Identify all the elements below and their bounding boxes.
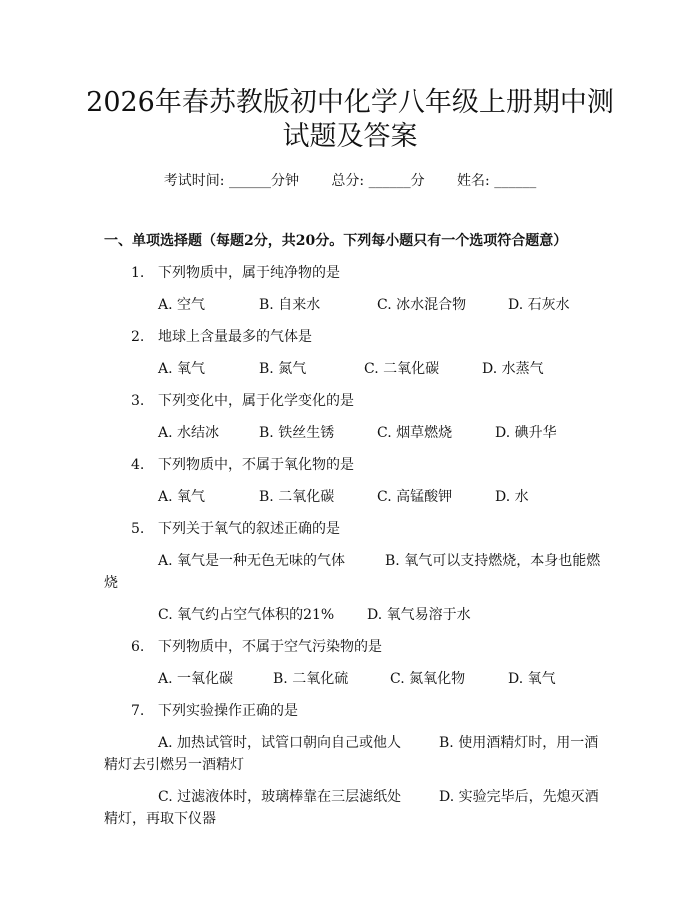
question-stem: 下列物质中，不属于空气污染物的是 bbox=[158, 639, 382, 655]
option: A. 空气 bbox=[158, 297, 206, 313]
question-3 bbox=[131, 390, 354, 410]
option: B. 氮气 bbox=[259, 361, 307, 377]
section-heading: 一、单项选择题（每题2分，共20分。下列每小题只有一个选项符合题意） bbox=[104, 233, 568, 249]
question-number: 3. bbox=[131, 393, 145, 409]
exam-info bbox=[0, 170, 700, 190]
option: B. 使用酒精灯时，用一酒 bbox=[439, 735, 599, 751]
option: B. 铁丝生锈 bbox=[259, 425, 335, 441]
exam-time: 考试时间: ______分钟 bbox=[163, 173, 299, 189]
title-line-1: 2026年春苏教版初中化学八年级上册期中测 bbox=[86, 87, 614, 118]
option-continuation: 精灯，再取下仪器 bbox=[104, 811, 216, 827]
option: B. 自来水 bbox=[259, 297, 321, 313]
option: C. 氮氧化物 bbox=[390, 671, 466, 687]
option: C. 过滤液体时，玻璃棒靠在三层滤纸处 bbox=[158, 789, 402, 805]
question-number: 5. bbox=[131, 521, 145, 537]
option: D. 碘升华 bbox=[495, 425, 557, 441]
question-number: 2. bbox=[131, 329, 145, 345]
option: A. 氧气 bbox=[158, 489, 206, 505]
option: D. 石灰水 bbox=[508, 297, 570, 313]
question-stem: 下列实验操作正确的是 bbox=[158, 703, 298, 719]
question-stem: 下列关于氧气的叙述正确的是 bbox=[158, 521, 340, 537]
total-score: 总分: ______分 bbox=[331, 173, 425, 189]
question-number: 4. bbox=[131, 457, 145, 473]
question-number: 1. bbox=[131, 265, 145, 281]
option: D. 氧气 bbox=[508, 671, 556, 687]
option-continuation: 烧 bbox=[104, 575, 118, 591]
option: D. 水蒸气 bbox=[482, 361, 544, 377]
option-continuation: 精灯去引燃另一酒精灯 bbox=[104, 757, 244, 773]
option: C. 烟草燃烧 bbox=[377, 425, 453, 441]
question-1 bbox=[131, 262, 340, 282]
question-7 bbox=[131, 700, 298, 720]
option: A. 水结冰 bbox=[158, 425, 220, 441]
option: D. 氧气易溶于水 bbox=[367, 607, 471, 623]
option: C. 二氧化碳 bbox=[364, 361, 440, 377]
question-stem: 下列物质中，属于纯净物的是 bbox=[158, 265, 340, 281]
question-5 bbox=[131, 518, 340, 538]
option: A. 加热试管时，试管口朝向自己或他人 bbox=[158, 735, 402, 751]
student-name: 姓名: ______ bbox=[457, 173, 537, 189]
question-4 bbox=[131, 454, 354, 474]
title-line-2: 试题及答案 bbox=[282, 121, 418, 152]
option: C. 氧气约占空气体积的21% bbox=[158, 607, 335, 623]
question-number: 6. bbox=[131, 639, 145, 655]
option: B. 氧气可以支持燃烧，本身也能燃 bbox=[385, 553, 601, 569]
question-stem: 下列变化中，属于化学变化的是 bbox=[158, 393, 354, 409]
option: C. 冰水混合物 bbox=[377, 297, 467, 313]
question-6 bbox=[131, 636, 382, 656]
option: C. 高锰酸钾 bbox=[377, 489, 453, 505]
option: B. 二氧化碳 bbox=[259, 489, 335, 505]
option: B. 二氧化硫 bbox=[273, 671, 349, 687]
option: A. 一氧化碳 bbox=[158, 671, 234, 687]
question-stem: 下列物质中，不属于氧化物的是 bbox=[158, 457, 354, 473]
option: A. 氧气是一种无色无味的气体 bbox=[158, 553, 346, 569]
option: A. 氧气 bbox=[158, 361, 206, 377]
question-number: 7. bbox=[131, 703, 145, 719]
question-2 bbox=[131, 326, 312, 346]
option: D. 实验完毕后，先熄灭酒 bbox=[439, 789, 599, 805]
option: D. 水 bbox=[495, 489, 529, 505]
question-stem: 地球上含量最多的气体是 bbox=[158, 329, 312, 345]
